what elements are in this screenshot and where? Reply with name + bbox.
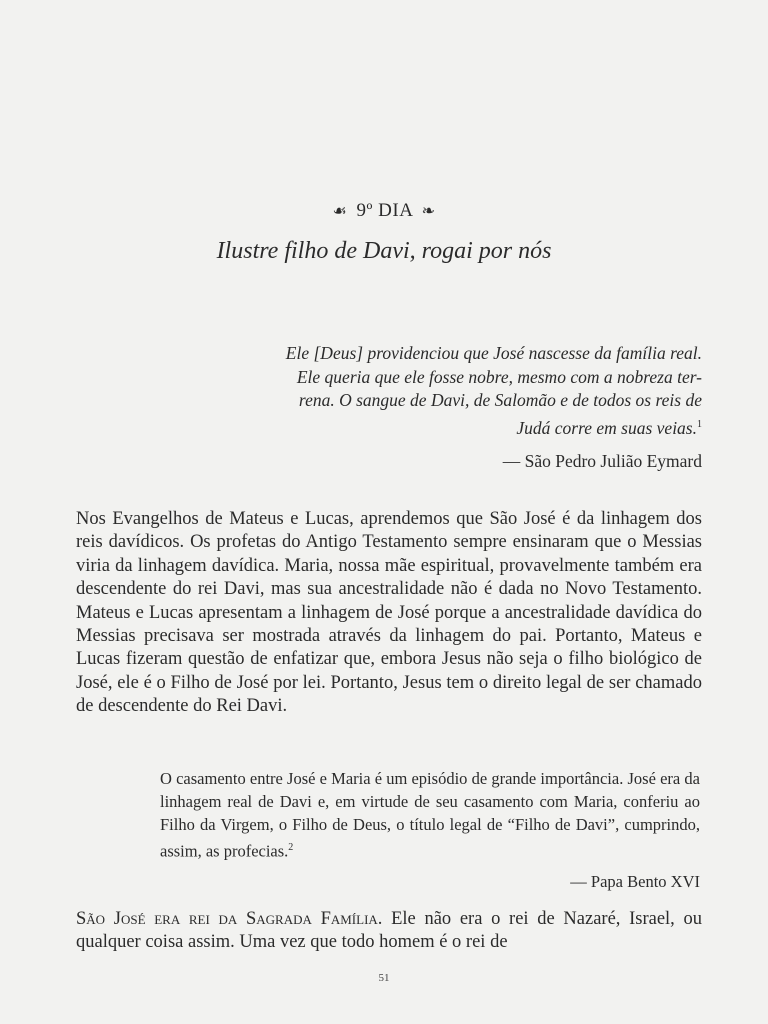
final-paragraph — [76, 908, 702, 955]
quote-attribution — [160, 872, 700, 892]
day-title: Ilustre filho de Davi, rogai por nós — [216, 238, 552, 264]
footnote-mark: 2 — [288, 842, 294, 853]
body-paragraph — [76, 508, 702, 719]
epigraph-line — [174, 413, 702, 440]
quote-text: O casamento entre José e Maria é um episódio de grande importância. José era da linhagem real de Davi e, em virtude de seu casamento com Maria, conferiu ao Filho da Virgem, o Filho de Deus, o título legal de “Filho de Davi”, cumprindo, assim, as profecias. — [160, 769, 700, 861]
page-number: 51 — [378, 972, 390, 984]
footnote-mark: 1 — [697, 418, 702, 430]
epigraph-line: rena. O sangue de Davi, de Salomão e de todos os reis de — [298, 390, 702, 410]
ornament-right-icon: ❧ — [421, 203, 436, 220]
epigraph-line: Ele queria que ele fosse nobre, mesmo com a nobreza ter- — [296, 366, 702, 387]
epigraph-attribution: — São Pedro Julião Eymard — [502, 451, 702, 471]
epigraph-line-text: Judá corre em suas veias. — [516, 417, 697, 438]
body-text: Nos Evangelhos de Mateus e Lucas, aprendemos que São José é da linhagem dos reis davídicos. Os profetas do Antigo Testamento sempre ensinaram que o Messias viria da linhagem davídica. Maria, nossa mãe espiritual, provavelmente também era descendente do rei Davi, mas sua ancestralidade não é dada no Novo Testamento. Mateus e Lucas apresentam a linhagem de José porque a ancestralidade davídica do Messias precisava ser mostrada através da linhagem do pai. Portanto, Mateus e Lucas fizeram questão de enfatizar que, embora Jesus não seja o filho biológico de José, ele é o Filho de José por lei. Portanto, Jesus tem o direito legal de ser chamado de descendente do Rei Davi. — [76, 509, 702, 717]
day-label: 9º DIA — [356, 200, 413, 221]
ornament-left-icon: ☙ — [332, 203, 348, 220]
epigraph — [174, 342, 702, 440]
final-text: Ele não era o rei de Nazaré, Israel, ou qualquer coisa assim. Uma vez que todo homem é o rei de — [76, 909, 702, 953]
quote-attribution-numeral: XVI — [670, 872, 700, 891]
block-quote — [160, 767, 700, 863]
final-text-wrap — [76, 908, 702, 955]
smallcaps-lead: São José era rei da Sagrada Família. — [76, 909, 383, 929]
epigraph-line: Ele [Deus] providenciou que José nascesse da família real. — [285, 343, 702, 363]
quote-text-wrap — [160, 767, 700, 863]
day-heading — [0, 200, 768, 222]
quote-attribution-name: — Papa Bento — [570, 872, 667, 891]
